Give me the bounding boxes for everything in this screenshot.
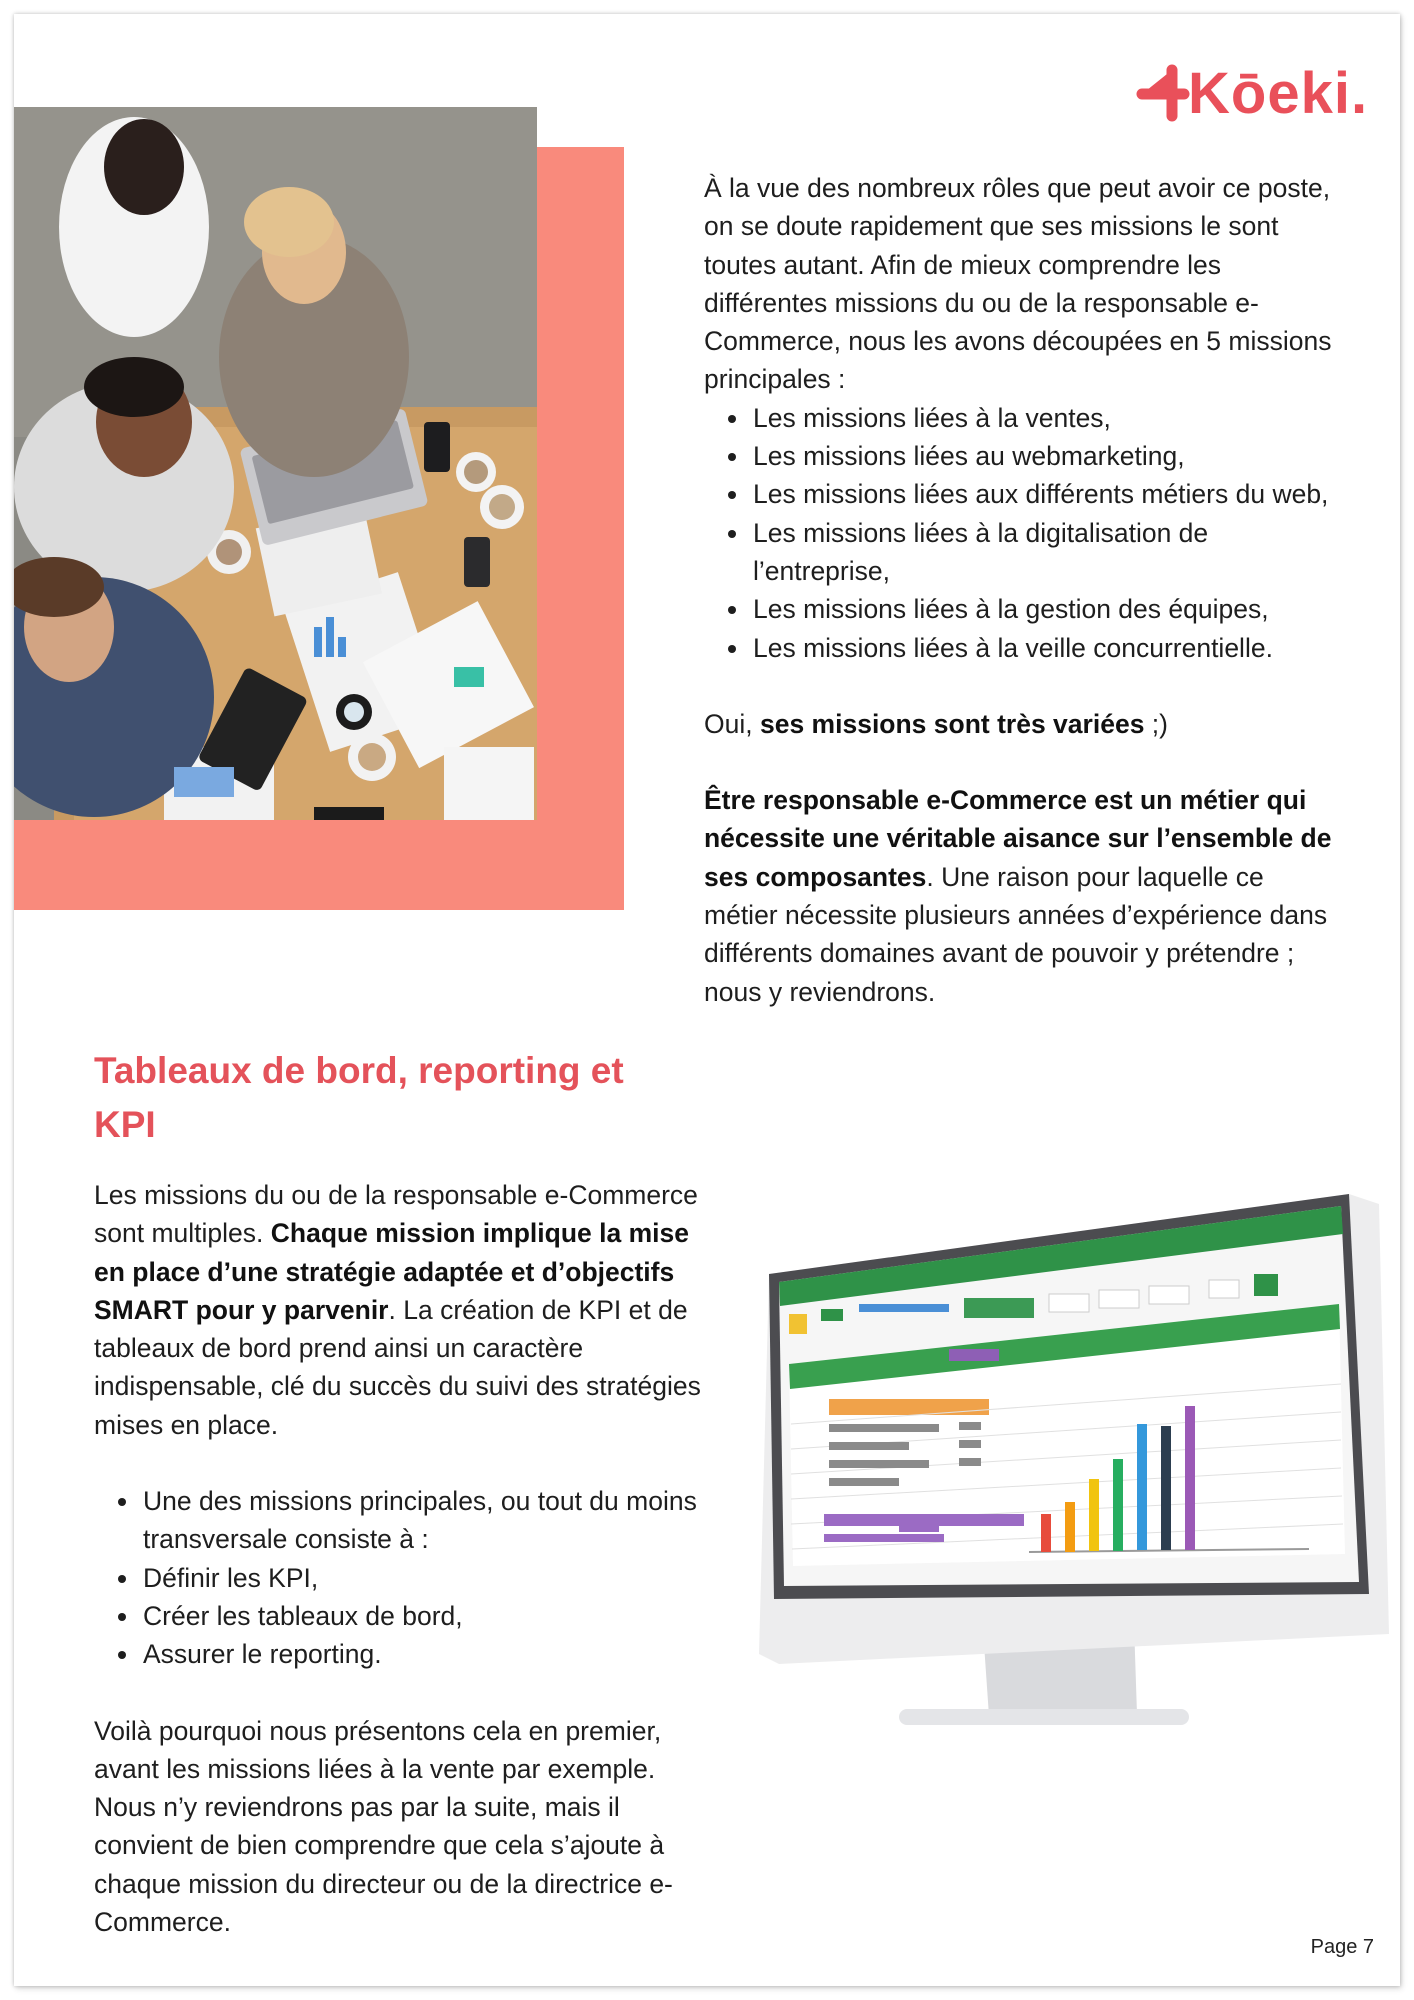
section-body — [94, 1176, 714, 1941]
list-item: • Les missions liées au webmarketing, — [751, 437, 1344, 475]
list-item: • Créer les tableaux de bord, — [141, 1597, 714, 1635]
section-paragraph-1: Les missions du ou de la responsable e-Commerce sont multiples. Chaque mission implique la mise en place d’une stratégie adaptée et d’objectifs SMART pour y parvenir. La création de KPI et de tableaux de bord prend ainsi un caractère indispensable, clé du succès du suivi des stratégies mises en place. — [94, 1180, 701, 1440]
intro-paragraph: À la vue des nombreux rôles que peut avoir ce poste, on se doute rapidement que ses missions le sont toutes autant. Afin de mieux comprendre les différentes missions du ou de la responsable e-Commerce, nous les avons découpées en 5 missions principales : — [704, 173, 1332, 395]
logo-text: Kōeki. — [1188, 60, 1369, 126]
intro-column — [704, 169, 1344, 1011]
variety-emphasis: ses missions sont très variées — [759, 708, 1145, 739]
expertise-emphasis: Être responsable e-Commerce est un métier qui nécessite une véritable aisance sur l’ensemble de ses composantes — [704, 785, 1332, 892]
expertise-paragraph: Être responsable e-Commerce est un métier qui nécessite une véritable aisance sur l’ensemble de ses composantes. Une raison pour laquelle ce métier nécessite plusieurs années d’expérience dans différents domaines avant de pouvoir y prétendre ; nous y reviendrons. — [704, 785, 1332, 1007]
brand-logo — [1132, 58, 1382, 128]
page-number: Page 7 — [1310, 1936, 1374, 1958]
section-title: Tableaux de bord, reporting et KPI — [94, 1050, 624, 1145]
koeki-logo-icon — [1132, 64, 1196, 122]
kpi-list — [94, 1482, 714, 1673]
team-meeting-photo — [14, 107, 537, 820]
smart-emphasis: Chaque mission implique la mise en place d’une stratégie adaptée et d’objectifs SMART pour y parvenir — [94, 1218, 689, 1325]
list-item: • Une des missions principales, ou tout du moins transversale consiste à : — [141, 1482, 714, 1559]
section-paragraph-2: Voilà pourquoi nous présentons cela en premier, avant les missions liées à la vente par exemple. Nous n’y reviendrons pas par la suite, mais il convient de bien comprendre que cela s’ajoute à chaque mission du directeur ou de la directrice e-Commerce. — [94, 1715, 673, 1938]
list-item: • Les missions liées à la veille concurrentielle. — [751, 629, 1344, 667]
document-page — [14, 14, 1400, 1986]
list-item: • Les missions liées aux différents métiers du web, — [751, 475, 1344, 513]
list-item: • Définir les KPI, — [141, 1559, 714, 1597]
dashboard-monitor-illustration — [749, 1194, 1389, 1754]
variety-paragraph: Oui, ses missions sont très variées ;) — [704, 708, 1168, 739]
list-item: • Les missions liées à la digitalisation de l’entreprise, — [751, 514, 1344, 591]
list-item: • Les missions liées à la ventes, — [751, 399, 1344, 437]
missions-list — [704, 399, 1344, 667]
list-item: • Assurer le reporting. — [141, 1635, 714, 1673]
list-item: • Les missions liées à la gestion des équipes, — [751, 590, 1344, 628]
